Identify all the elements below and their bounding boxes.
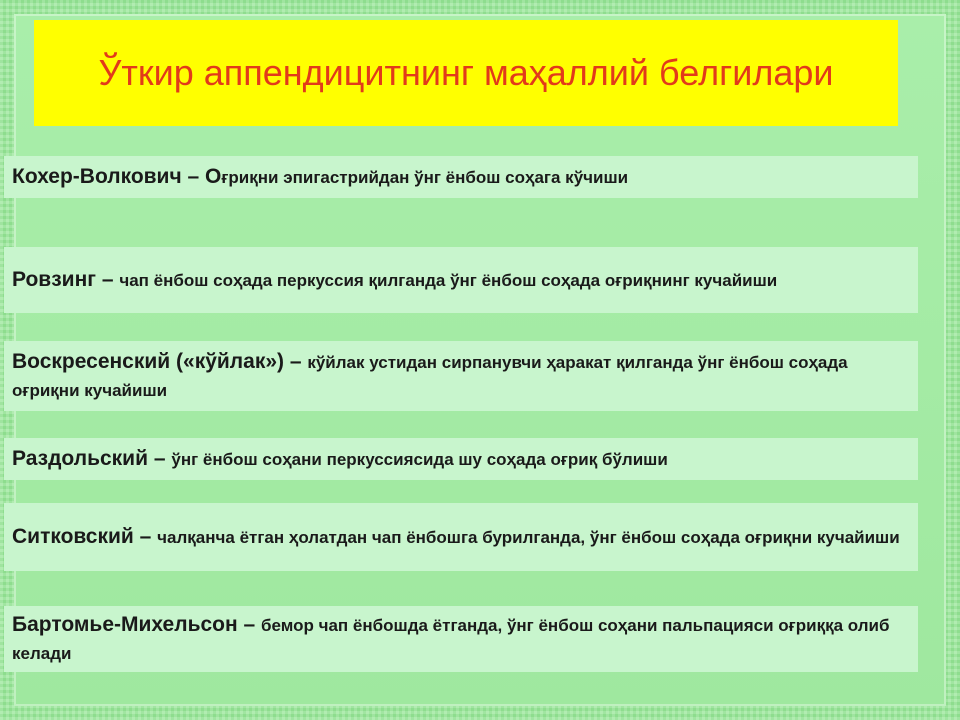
sign-row-voskresensky: [4, 341, 918, 411]
sign-description: ғриқни эпигастрийдан ўнг ёнбош соҳага кўчиши: [221, 167, 629, 187]
sign-term: Бартомье-Михельсон –: [12, 612, 262, 636]
sign-row-sitkovsky: [4, 503, 918, 571]
sign-row-kocher: [4, 156, 918, 198]
title-banner: [34, 20, 898, 126]
sign-term: Кохер-Волкович – О: [12, 164, 222, 188]
sign-description: чалқанча ётган ҳолатдан чап ёнбошга бурилганда, ўнг ёнбош соҳада оғриқни кучайиши: [157, 527, 900, 547]
sign-term: Воскресенский («кўйлак») –: [12, 349, 308, 373]
sign-description: чап ёнбош соҳада перкуссия қилганда ўнг ёнбош соҳада оғриқнинг кучайиши: [119, 270, 778, 290]
sign-row-rovsing: [4, 247, 918, 313]
sign-description: ўнг ёнбош соҳани перкуссиясида шу соҳада оғриқ бўлиши: [171, 449, 668, 469]
sign-description: кўйлак устидан сирпанувчи ҳаракат қилганда ўнг ёнбош соҳада оғриқни кучайиши: [12, 352, 848, 400]
sign-description: бемор чап ёнбошда ётганда, ўнг ёнбош соҳани пальпацияси оғриққа олиб келади: [12, 615, 890, 663]
sign-row-bartomier-michelson: [4, 606, 918, 672]
sign-row-razdolsky: [4, 438, 918, 480]
sign-term: Ситковский –: [12, 524, 158, 548]
slide-title: Ўткир аппендицитнинг маҳаллий белгилари: [98, 52, 834, 93]
sign-term: Ровзинг –: [12, 267, 120, 291]
sign-term: Раздольский –: [12, 446, 172, 470]
